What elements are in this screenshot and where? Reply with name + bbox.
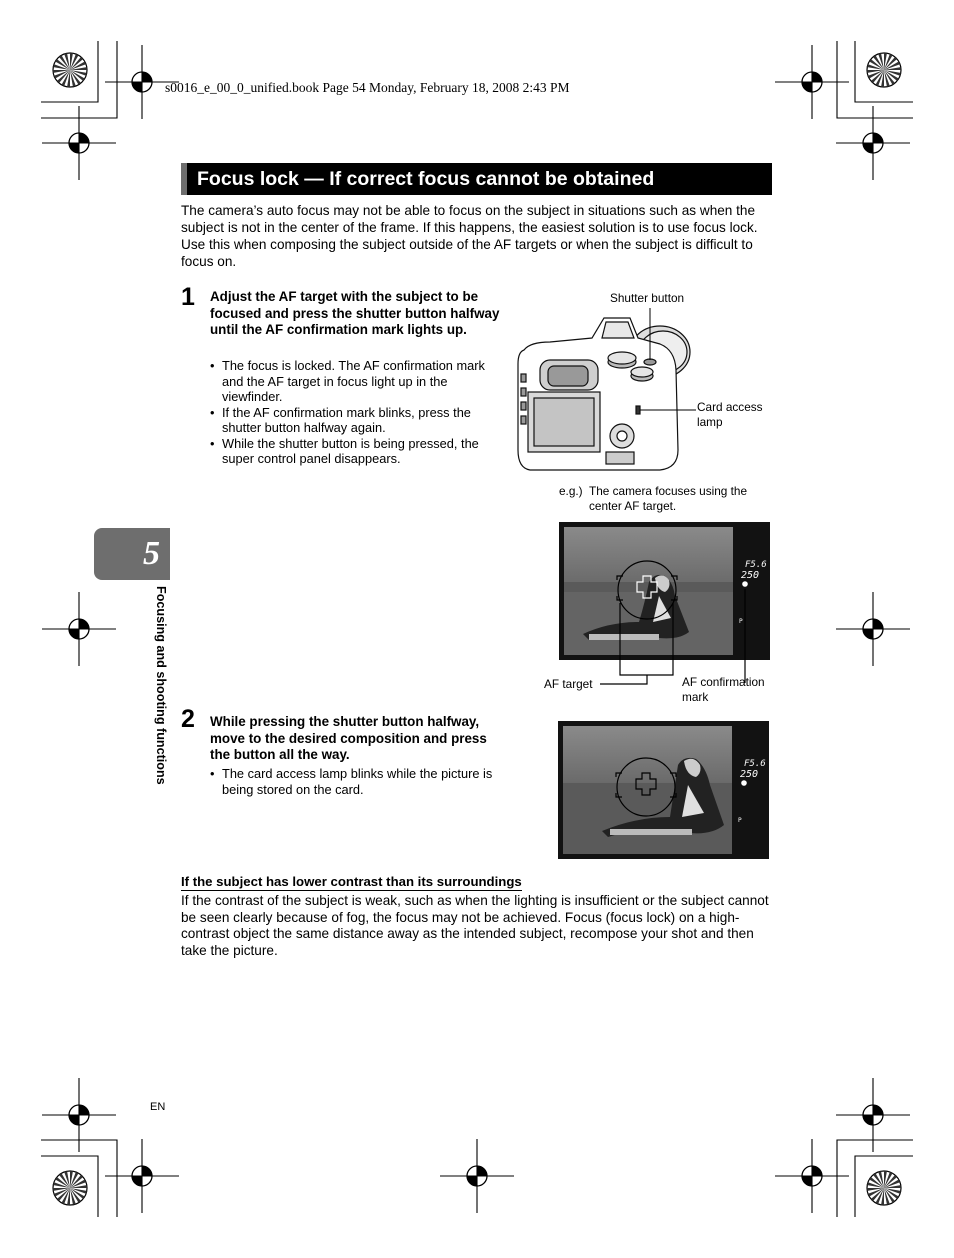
book-header-info: s0016_e_00_0_unified.book Page 54 Monday, February 18, 2008 2:43 PM (165, 80, 570, 95)
intro-paragraph: The camera’s auto focus may not be able to focus on the subject in situations such as when the subject is not in the center of the frame. If this happens, the easiest solution is to use focus lock. Use this when composing the subject outside of the AF targets or when the subject is difficult to focus on. (181, 203, 758, 269)
vf1-aperture: F5.6 (745, 560, 767, 570)
step-1-number: 1 (181, 283, 195, 311)
section-title: Focus lock — If correct focus cannot be obtained (197, 168, 655, 190)
step-1-bullet: • If the AF confirmation mark blinks, press the shutter button halfway again. (210, 405, 502, 436)
shutter-button-label: Shutter button (610, 291, 685, 305)
vf2-aperture: F5.6 (744, 759, 766, 769)
chapter-number: 5 (143, 535, 160, 572)
step-2-bullets (210, 766, 502, 797)
step-1-bullets (210, 358, 502, 467)
step-2-number: 2 (181, 705, 195, 733)
title-accent (181, 163, 187, 195)
low-contrast-paragraph: If the contrast of the subject is weak, such as when the lighting is insufficient or the subject cannot be seen clearly because of fog, the focus may not be achieved. Focus (focus lock) on a high-contrast object the same distance away as the intended subject, recompose your shot and then take the picture. (181, 893, 769, 958)
step-2-heading: While pressing the shutter button halfway, move to the desired composition and press the button all the way. (210, 714, 487, 763)
af-target-label: AF target (544, 677, 593, 691)
step-2-bullet: • The card access lamp blinks while the picture is being stored on the card. (210, 766, 502, 797)
step-1-heading: Adjust the AF target with the subject to be focused and press the shutter button halfway until the AF confirmation mark lights up. (210, 289, 500, 338)
vf1-shutter: 250 (741, 570, 760, 581)
section-title-bar (181, 163, 772, 195)
viewfinder-image-2 (558, 721, 769, 859)
step-1-bullet: • While the shutter button is being pressed, the super control panel disappears. (210, 436, 502, 467)
chapter-label-vertical: Focusing and shooting functions (154, 586, 168, 785)
example-prefix: e.g.) (559, 484, 583, 498)
low-contrast-subheading: If the subject has lower contrast than its surroundings (181, 874, 522, 889)
vf2-shutter: 250 (740, 769, 759, 780)
chapter-tab (94, 528, 170, 580)
language-code: EN (150, 1101, 166, 1113)
example-caption: The camera focuses using the center AF target. (589, 484, 748, 513)
vf2-mode: P (738, 817, 742, 824)
card-access-lamp-label: Card access lamp (697, 400, 763, 429)
camera-illustration (510, 300, 770, 480)
step-1-bullet: • The focus is locked. The AF confirmation mark and the AF target in focus light up in the viewfinder. (210, 358, 502, 405)
vf1-mode: P (739, 618, 743, 625)
af-confirmation-mark-label: AF confirmation mark (682, 675, 765, 704)
